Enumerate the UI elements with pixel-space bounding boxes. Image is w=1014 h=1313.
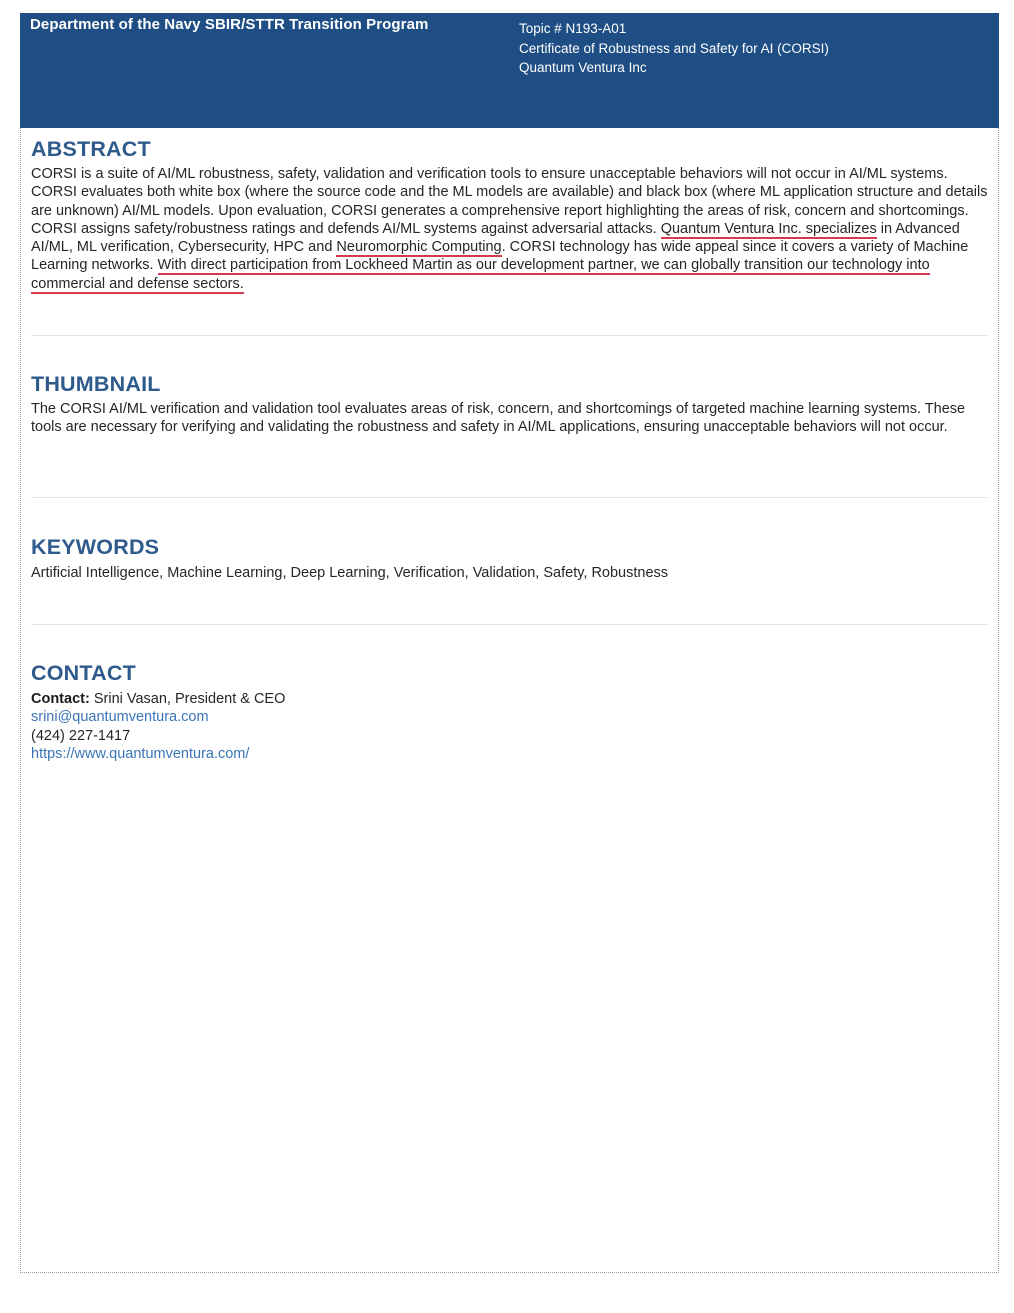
email-link[interactable]: srini@quantumventura.com <box>31 709 209 726</box>
divider <box>31 335 988 336</box>
topic-number: Topic # N193-A01 <box>519 21 627 36</box>
abstract-text-part-3: . CORSI technology has wide appeal since it covers a variety of Machine Learning networks. <box>31 239 969 274</box>
contact-block <box>31 690 285 763</box>
header-banner <box>20 13 999 128</box>
highlight-lockheed-partner: With direct participation from Lockheed Martin as our development partner, we can globally transition our technology into commercial and defense sectors. <box>31 257 930 292</box>
abstract-text-part-1: CORSI is a suite of AI/ML robustness, safety, validation and verification tools to ensure unacceptable behaviors will not occur in AI/ML systems. CORSI evaluates both white box (where the source code and the ML models are available) and black box (where ML application structure and details are unknown) AI/ML models. Upon evaluation, CORSI generates a comprehensive report highlighting the areas of risk, concern and shortcomings. CORSI assigns safety/robustness ratings and defends AI/ML systems against adversarial attacks. <box>31 166 988 237</box>
highlight-neuromorphic-computing: Neuromorphic Computing <box>336 239 502 256</box>
abstract-text <box>31 165 993 293</box>
abstract-text-part-2: in Advanced AI/ML, ML verification, Cybersecurity, HPC and <box>31 220 960 256</box>
topic-block <box>519 19 829 78</box>
contact-person <box>31 690 285 708</box>
thumbnail-heading: THUMBNAIL <box>31 372 161 396</box>
keywords-heading: KEYWORDS <box>31 535 160 559</box>
thumbnail-text: The CORSI AI/ML verification and validation tool evaluates areas of risk, concern, and shortcomings of targeted machine learning systems. These tools are necessary for verifying and validating the robustness and safety in AI/ML applications, ensuring unacceptable behaviors will not occur. <box>31 401 966 436</box>
phone-number: (424) 227-1417 <box>31 727 131 744</box>
divider <box>31 497 988 498</box>
project-title: Certificate of Robustness and Safety for AI (CORSI) <box>519 40 829 56</box>
abstract-heading: ABSTRACT <box>31 137 151 161</box>
company-name: Quantum Ventura Inc <box>519 60 647 75</box>
divider <box>31 624 988 625</box>
contact-heading: CONTACT <box>31 661 136 685</box>
highlight-company-specializes: Quantum Ventura Inc. specializes <box>660 220 877 237</box>
contact-name: Srini Vasan, President & CEO <box>89 691 286 707</box>
program-title: Department of the Navy SBIR/STTR Transition Program <box>30 16 429 33</box>
keywords-text: Artificial Intelligence, Machine Learning, Deep Learning, Verification, Validation, Safety, Robustness <box>31 565 669 581</box>
website-link[interactable]: https://www.quantumventura.com/ <box>31 745 250 762</box>
contact-label: Contact: <box>31 691 90 707</box>
